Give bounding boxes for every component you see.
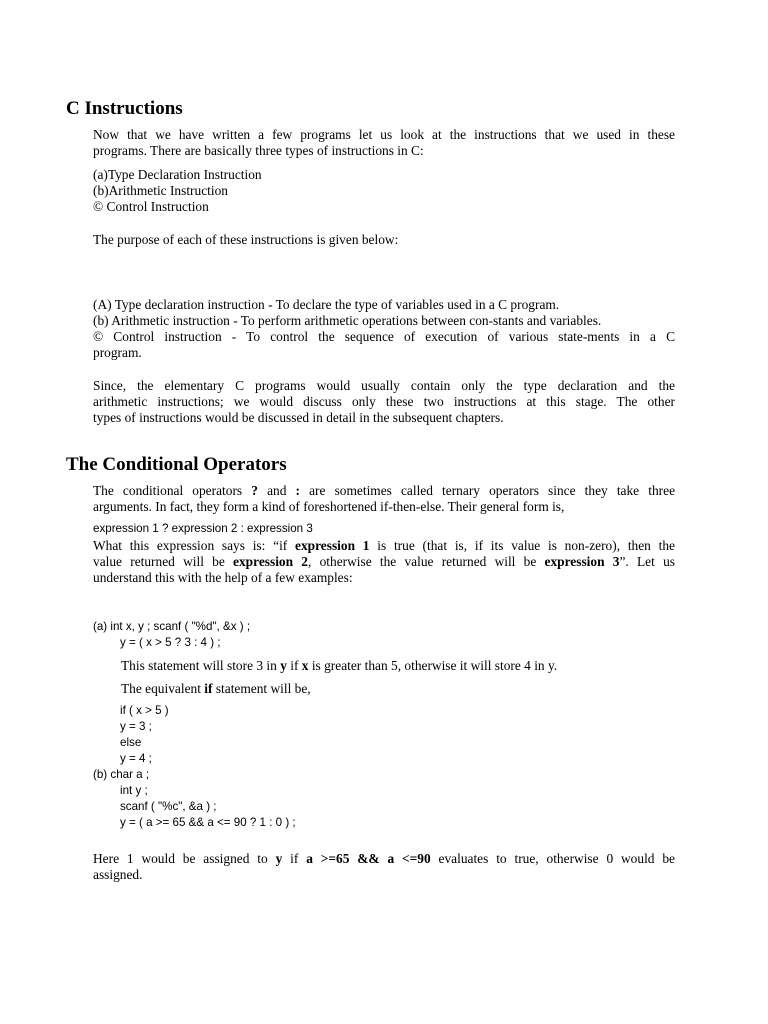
intro-paragraph: Now that we have written a few programs let us look at the instructions that we used in these programs. There are basically three types of instructions in C: [93, 127, 675, 158]
conditional-intro-paragraph: The conditional operators ? and : are sometimes called ternary operators since they take three arguments. In fact, they form a kind of foreshortened if-then-else. Their general form is, [93, 483, 676, 514]
type-item: © Control Instruction [93, 199, 209, 214]
equivalent-if-line: The equivalent if statement will be, [121, 681, 311, 696]
section-title-conditional-operators: The Conditional Operators [66, 454, 287, 475]
type-item: (a)Type Declaration Instruction [93, 167, 262, 182]
section-title-c-instructions: C Instructions [66, 98, 183, 119]
general-form: expression 1 ? expression 2 : expression 3 [93, 522, 313, 535]
example-b-code: (b) char a ; int y ; scanf ( "%c", &a ) ; y = ( a >= 65 && a <= 90 ? 1 : 0 ) ; [93, 768, 296, 829]
instruction-types-list [93, 167, 675, 215]
definitions-paragraph: (A) Type declaration instruction - To declare the type of variables used in a C program. (b) Arithmetic instruction - To perform arithmetic operations between con-stants and variables. © Control instruction - To control the sequence of execution of various state-ments in a C program. [93, 297, 675, 360]
explanation-paragraph: What this expression says is: “if expression 1 is true (that is, if its value is non-zero), then the value returned will be expression 2, otherwise the value returned will be expression 3”. Let us understand this with the help of a few examples: [93, 538, 675, 585]
here-paragraph: Here 1 would be assigned to y if a >=65 && a <=90 evaluates to true, otherwise 0 would be assigned. [93, 851, 675, 882]
equivalent-if-code: if ( x > 5 ) y = 3 ; else y = 4 ; [120, 704, 169, 765]
purpose-line: The purpose of each of these instructions is given below: [93, 232, 399, 247]
since-paragraph: Since, the elementary C programs would usually contain only the type declaration and the arithmetic instructions; we would discuss only these two instructions at this stage. The other types of instructions would be discussed in detail in the subsequent chapters. [93, 378, 675, 425]
example-a-code: (a) int x, y ; scanf ( "%d", &x ) ; y = ( x > 5 ? 3 : 4 ) ; [93, 620, 251, 649]
type-item: (b)Arithmetic Instruction [93, 183, 228, 198]
store-explanation: This statement will store 3 in y if x is greater than 5, otherwise it will store 4 in y. [121, 658, 558, 673]
